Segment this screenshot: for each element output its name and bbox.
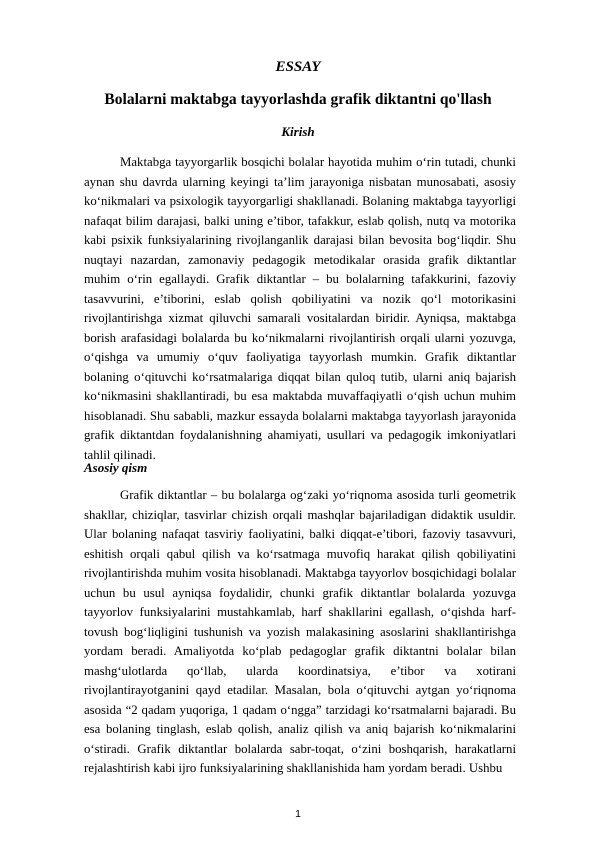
intro-heading: Kirish (281, 124, 315, 139)
main-paragraph: Grafik diktantlar – bu bolalarga og‘zaki yo‘riqnoma asosida turli geometrik shakllar, chiziqlar, tasvirlar chizish orqali mashqlar bajariladigan didaktik usuldir. Ular bolaning nafaqat tasviriy faoliyatini, balki diqqat-e’tibori, fazoviy tasavvuri, eshitish orqali qabul qilish va ko‘rsatmaga muvofiq harakat qilish qobiliyatini rivojlantirishda muhim vosita hisoblanadi. Maktabga tayyorlov bosqichidagi bolalar uchun bu usul ayniqsa foydalidir, chunki grafik diktantlar bolalarda yozuvga tayyorlov funksiyalarini mustahkamlab, harf shakllarini egallash, o‘qishda harf-tovush bog‘liqligini tushunish va yozish malakasining asoslarini shakllantirishga yordam beradi. Amaliyotda ko‘plab pedagoglar grafik diktantni bolalar bilan mashg‘ulotlarda qo‘llab, ularda koordinatsiya, e’tibor va xotirani rivojlantirayotganini qayd etadilar. Masalan, bola o‘qituvchi aytgan yo‘riqnoma asosida “2 qadam yuqoriga, 1 qadam o‘ngga” tarzidagi ko‘rsatmalarni bajaradi. Bu esa bolaning tinglash, eslab qolish, analiz qilish va aniq bajarish ko‘nikmalarini o‘stiradi. Grafik diktantlar bolalarda sabr-toqat, o‘zini boshqarish, harakatlarni rejalashtirish kabi ijro funksiyalarining shakllanishida ham yordam beradi. Ushbu (84, 488, 516, 775)
main-section-heading: Asosiy qism (84, 460, 148, 475)
intro-paragraph: Maktabga tayyorgarlik bosqichi bolalar hayotida muhim o‘rin tutadi, chunki aynan shu davrda ularning keyingi ta’lim jarayoniga nisbatan munosabati, asosiy ko‘nikmalari va psixologik tayyorgarligi shakllanadi. Bolaning maktabga tayyorligi nafaqat bilim darajasi, balki uning e’tibor, tafakkur, eslab qolish, nutq va motorika kabi psixik funksiyalarining rivojlanganlik darajasi bilan bevosita bog‘liqdir. Shu nuqtayi nazardan, zamonaviy pedagogik metodikalar orasida grafik diktantlar muhim o‘rin egallaydi. Grafik diktantlar – bu bolalarning tafakkurini, fazoviy tasavvurini, e’tiborini, eslab qolish qobiliyatini va nozik qo‘l motorikasini rivojlantirishga xizmat qiluvchi samarali vositalardan biridir. Ayniqsa, maktabga borish arafasidagi bolalarda bu ko‘nikmalarni rivojlantirish orqali ularni yozuvga, o‘qishga va umumiy o‘quv faoliyatiga tayyorlash mumkin. Grafik diktantlar bolaning o‘qituvchi ko‘rsatmalariga diqqat bilan quloq tutib, ularni aniq bajarish ko‘nikmasini shakllantiradi, bu esa maktabda muvaffaqiyatli o‘qish uchun muhim hisoblanadi. Shu sababli, mazkur essayda bolalarni maktabga tayyorlash jarayonida grafik diktantdan foydalanishning ahamiyati, usullari va pedagogik imkoniyatlari tahlil qilinadi. (84, 155, 516, 462)
page-title: Bolalarni maktabga tayyorlashda grafik diktantni qo'llash (104, 91, 492, 108)
page-number: 1 (295, 808, 301, 820)
essay-label: ESSAY (275, 59, 321, 75)
